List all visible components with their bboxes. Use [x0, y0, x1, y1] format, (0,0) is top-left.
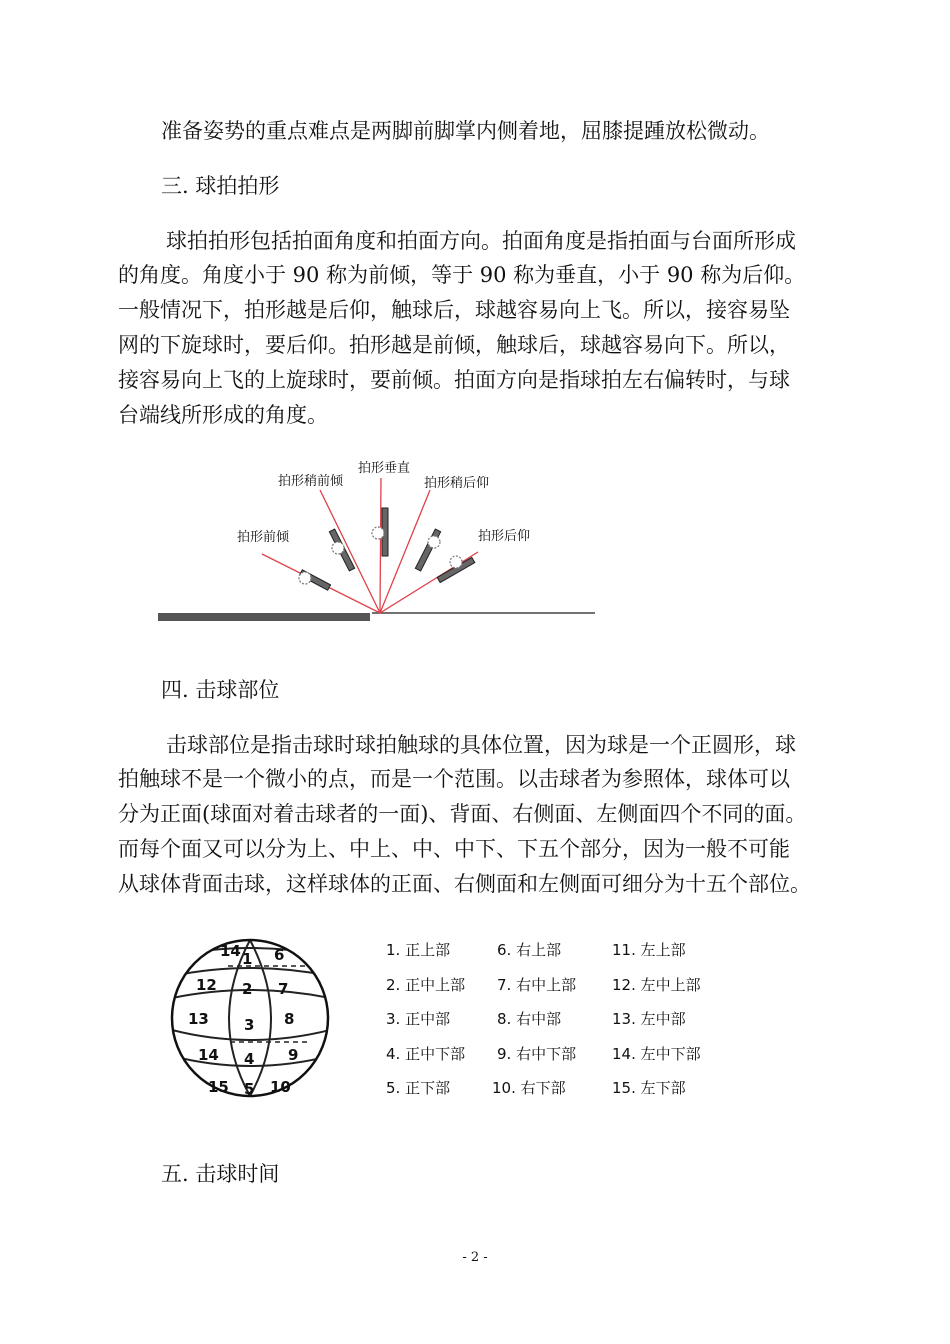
- zone-number: 6: [274, 946, 285, 964]
- zone-number: 15: [208, 1078, 229, 1096]
- zone-number: 9: [288, 1046, 299, 1064]
- ball-slight-forward: [332, 542, 344, 554]
- ball-back: [450, 556, 462, 568]
- racket-slight-back: [415, 529, 440, 571]
- paragraph-line: 接容易向上飞的上旋球时，要前倾。拍面方向是指球拍左右偏转时，与球: [118, 368, 790, 392]
- zone-number: 2: [242, 980, 253, 998]
- legend-item: 1. 正上部: [386, 941, 451, 959]
- racket-paddles: [299, 508, 474, 590]
- legend-item: 6. 右上部: [497, 941, 562, 959]
- angle-rays: [262, 478, 478, 613]
- paragraph-line: 的角度。角度小于 90 称为前倾，等于 90 称为垂直，小于 90 称为后仰。: [118, 263, 806, 287]
- page-number: - 2 -: [462, 1250, 488, 1265]
- zone-number: 12: [196, 976, 217, 994]
- zone-number: 4: [244, 1050, 255, 1068]
- table-surface: [158, 613, 370, 621]
- legend-item: 15. 左下部: [612, 1079, 686, 1097]
- racket-angle-figure: [150, 450, 610, 630]
- paragraph-line: 一般情况下，拍形越是后仰，触球后，球越容易向上飞。所以，接容易坠: [118, 298, 790, 322]
- legend-item: 9. 右中下部: [497, 1045, 577, 1063]
- zone-number: 8: [284, 1010, 295, 1028]
- paragraph-line: 从球体背面击球，这样球体的正面、右侧面和左侧面可细分为十五个部位。: [118, 872, 811, 896]
- label-back: 拍形后仰: [478, 529, 531, 544]
- paragraph-stance: 准备姿势的重点难点是两脚前脚掌内侧着地，屈膝提踵放松微动。: [161, 119, 770, 143]
- paragraph-line: 拍触球不是一个微小的点，而是一个范围。以击球者为参照体，球体可以: [118, 767, 790, 791]
- label-vertical: 拍形垂直: [358, 461, 411, 476]
- zone-number: 14: [220, 942, 241, 960]
- zone-number: 14: [198, 1046, 219, 1064]
- section-heading-3: 三. 球拍拍形: [161, 174, 280, 198]
- legend-item: 3. 正中部: [386, 1010, 451, 1028]
- legend-item: 8. 右中部: [497, 1010, 562, 1028]
- paragraph-line: 网的下旋球时，要后仰。拍形越是前倾，触球后，球越容易向下。所以，: [118, 333, 790, 357]
- legend-item: 12. 左中上部: [612, 976, 701, 994]
- label-slight-forward: 拍形稍前倾: [278, 474, 344, 489]
- section-heading-4: 四. 击球部位: [161, 678, 280, 702]
- paragraph-line: 台端线所形成的角度。: [118, 403, 328, 427]
- ball-forward: [299, 572, 311, 584]
- ball-zone-figure: [168, 930, 338, 1110]
- legend-item: 2. 正中上部: [386, 976, 466, 994]
- legend-item: 11. 左上部: [612, 941, 686, 959]
- legend-item: 13. 左中部: [612, 1010, 686, 1028]
- legend-item: 4. 正中下部: [386, 1045, 466, 1063]
- zone-number: 1: [242, 950, 253, 968]
- zone-number: 13: [188, 1010, 209, 1028]
- ball-vertical: [372, 527, 384, 539]
- label-slight-back: 拍形稍后仰: [424, 476, 490, 491]
- paragraph-line: 而每个面又可以分为上、中上、中、中下、下五个部分，因为一般不可能: [118, 837, 790, 861]
- legend-item: 5. 正下部: [386, 1079, 451, 1097]
- zone-number: 3: [244, 1016, 255, 1034]
- ball-slight-back: [428, 536, 440, 548]
- section-heading-5: 五. 击球时间: [161, 1162, 280, 1186]
- paragraph-line: 击球部位是指击球时球拍触球的具体位置，因为球是一个正圆形，球: [145, 733, 796, 757]
- zone-number: 7: [278, 980, 289, 998]
- legend-item: 7. 右中上部: [497, 976, 577, 994]
- zone-number: 5: [244, 1080, 255, 1098]
- label-forward: 拍形前倾: [237, 530, 290, 545]
- zone-number: 10: [270, 1078, 291, 1096]
- legend-item: 10. 右下部: [492, 1079, 566, 1097]
- paragraph-line: 球拍拍形包括拍面角度和拍面方向。拍面角度是指拍面与台面所形成: [145, 229, 796, 253]
- paragraph-line: 分为正面(球面对着击球者的一面)、背面、右侧面、左侧面四个不同的面。: [118, 802, 807, 826]
- legend-item: 14. 左中下部: [612, 1045, 701, 1063]
